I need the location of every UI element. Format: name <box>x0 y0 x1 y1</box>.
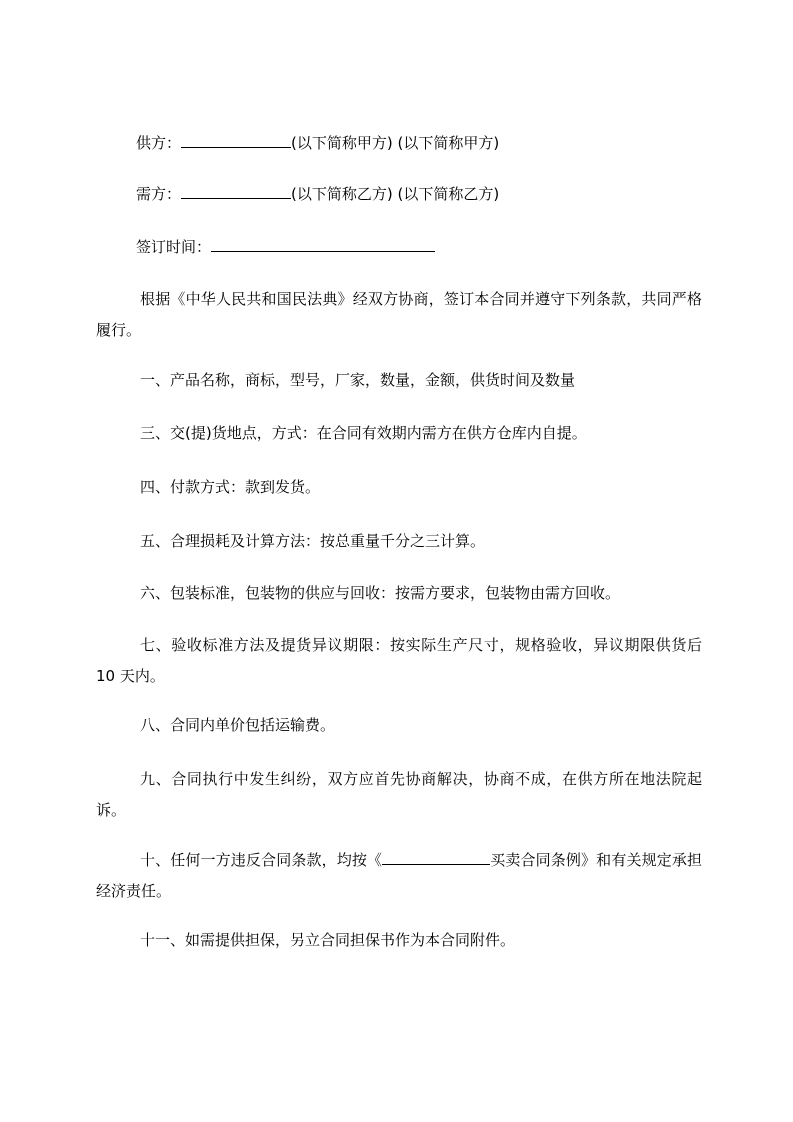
sign-date-blank <box>211 238 435 252</box>
clause-7: 七、验收标准方法及提货异议期限：按实际生产尺寸，规格验收，异议期限供货后 10 天内。 <box>96 636 702 685</box>
intro-paragraph: 根据《中华人民共和国民法典》经双方协商，签订本合同并遵守下列条款，共同严格履行。 <box>96 290 702 339</box>
clause-5: 五、合理损耗及计算方法：按总重量千分之三计算。 <box>140 532 486 550</box>
sign-date-label: 签订时间： <box>136 238 212 256</box>
clause-4: 四、付款方式：款到发货。 <box>140 478 321 496</box>
supplier-line <box>136 134 499 151</box>
clause-8: 八、合同内单价包括运输费。 <box>140 716 336 734</box>
supplier-label: 供方： <box>136 134 182 152</box>
buyer-line <box>136 185 499 202</box>
buyer-suffix: (以下简称乙方) (以下简称乙方) <box>291 185 500 203</box>
clause-9: 九、合同执行中发生纠纷，双方应首先协商解决，协商不成，在供方所在地法院起诉。 <box>96 770 702 819</box>
clause-10-suffix: 买卖合同条例》和有关规定承担经济责任。 <box>96 851 702 900</box>
clause-10 <box>96 845 702 907</box>
buyer-label: 需方： <box>136 185 182 203</box>
sign-date-line <box>136 238 435 255</box>
clause-10-blank <box>382 851 490 865</box>
clause-1: 一、产品名称，商标，型号，厂家，数量，金额，供货时间及数量 <box>140 371 576 389</box>
clause-10-prefix: 十、任何一方违反合同条款，均按《 <box>140 851 383 869</box>
supplier-blank <box>181 134 291 148</box>
clause-3: 三、交(提)货地点，方式：在合同有效期内需方在供方仓库内自提。 <box>140 424 587 442</box>
clause-6: 六、包装标准，包装物的供应与回收：按需方要求，包装物由需方回收。 <box>140 584 621 602</box>
supplier-suffix: (以下简称甲方) (以下简称甲方) <box>291 134 500 152</box>
buyer-blank <box>181 185 291 199</box>
clause-11: 十一、如需提供担保，另立合同担保书作为本合同附件。 <box>140 931 516 949</box>
